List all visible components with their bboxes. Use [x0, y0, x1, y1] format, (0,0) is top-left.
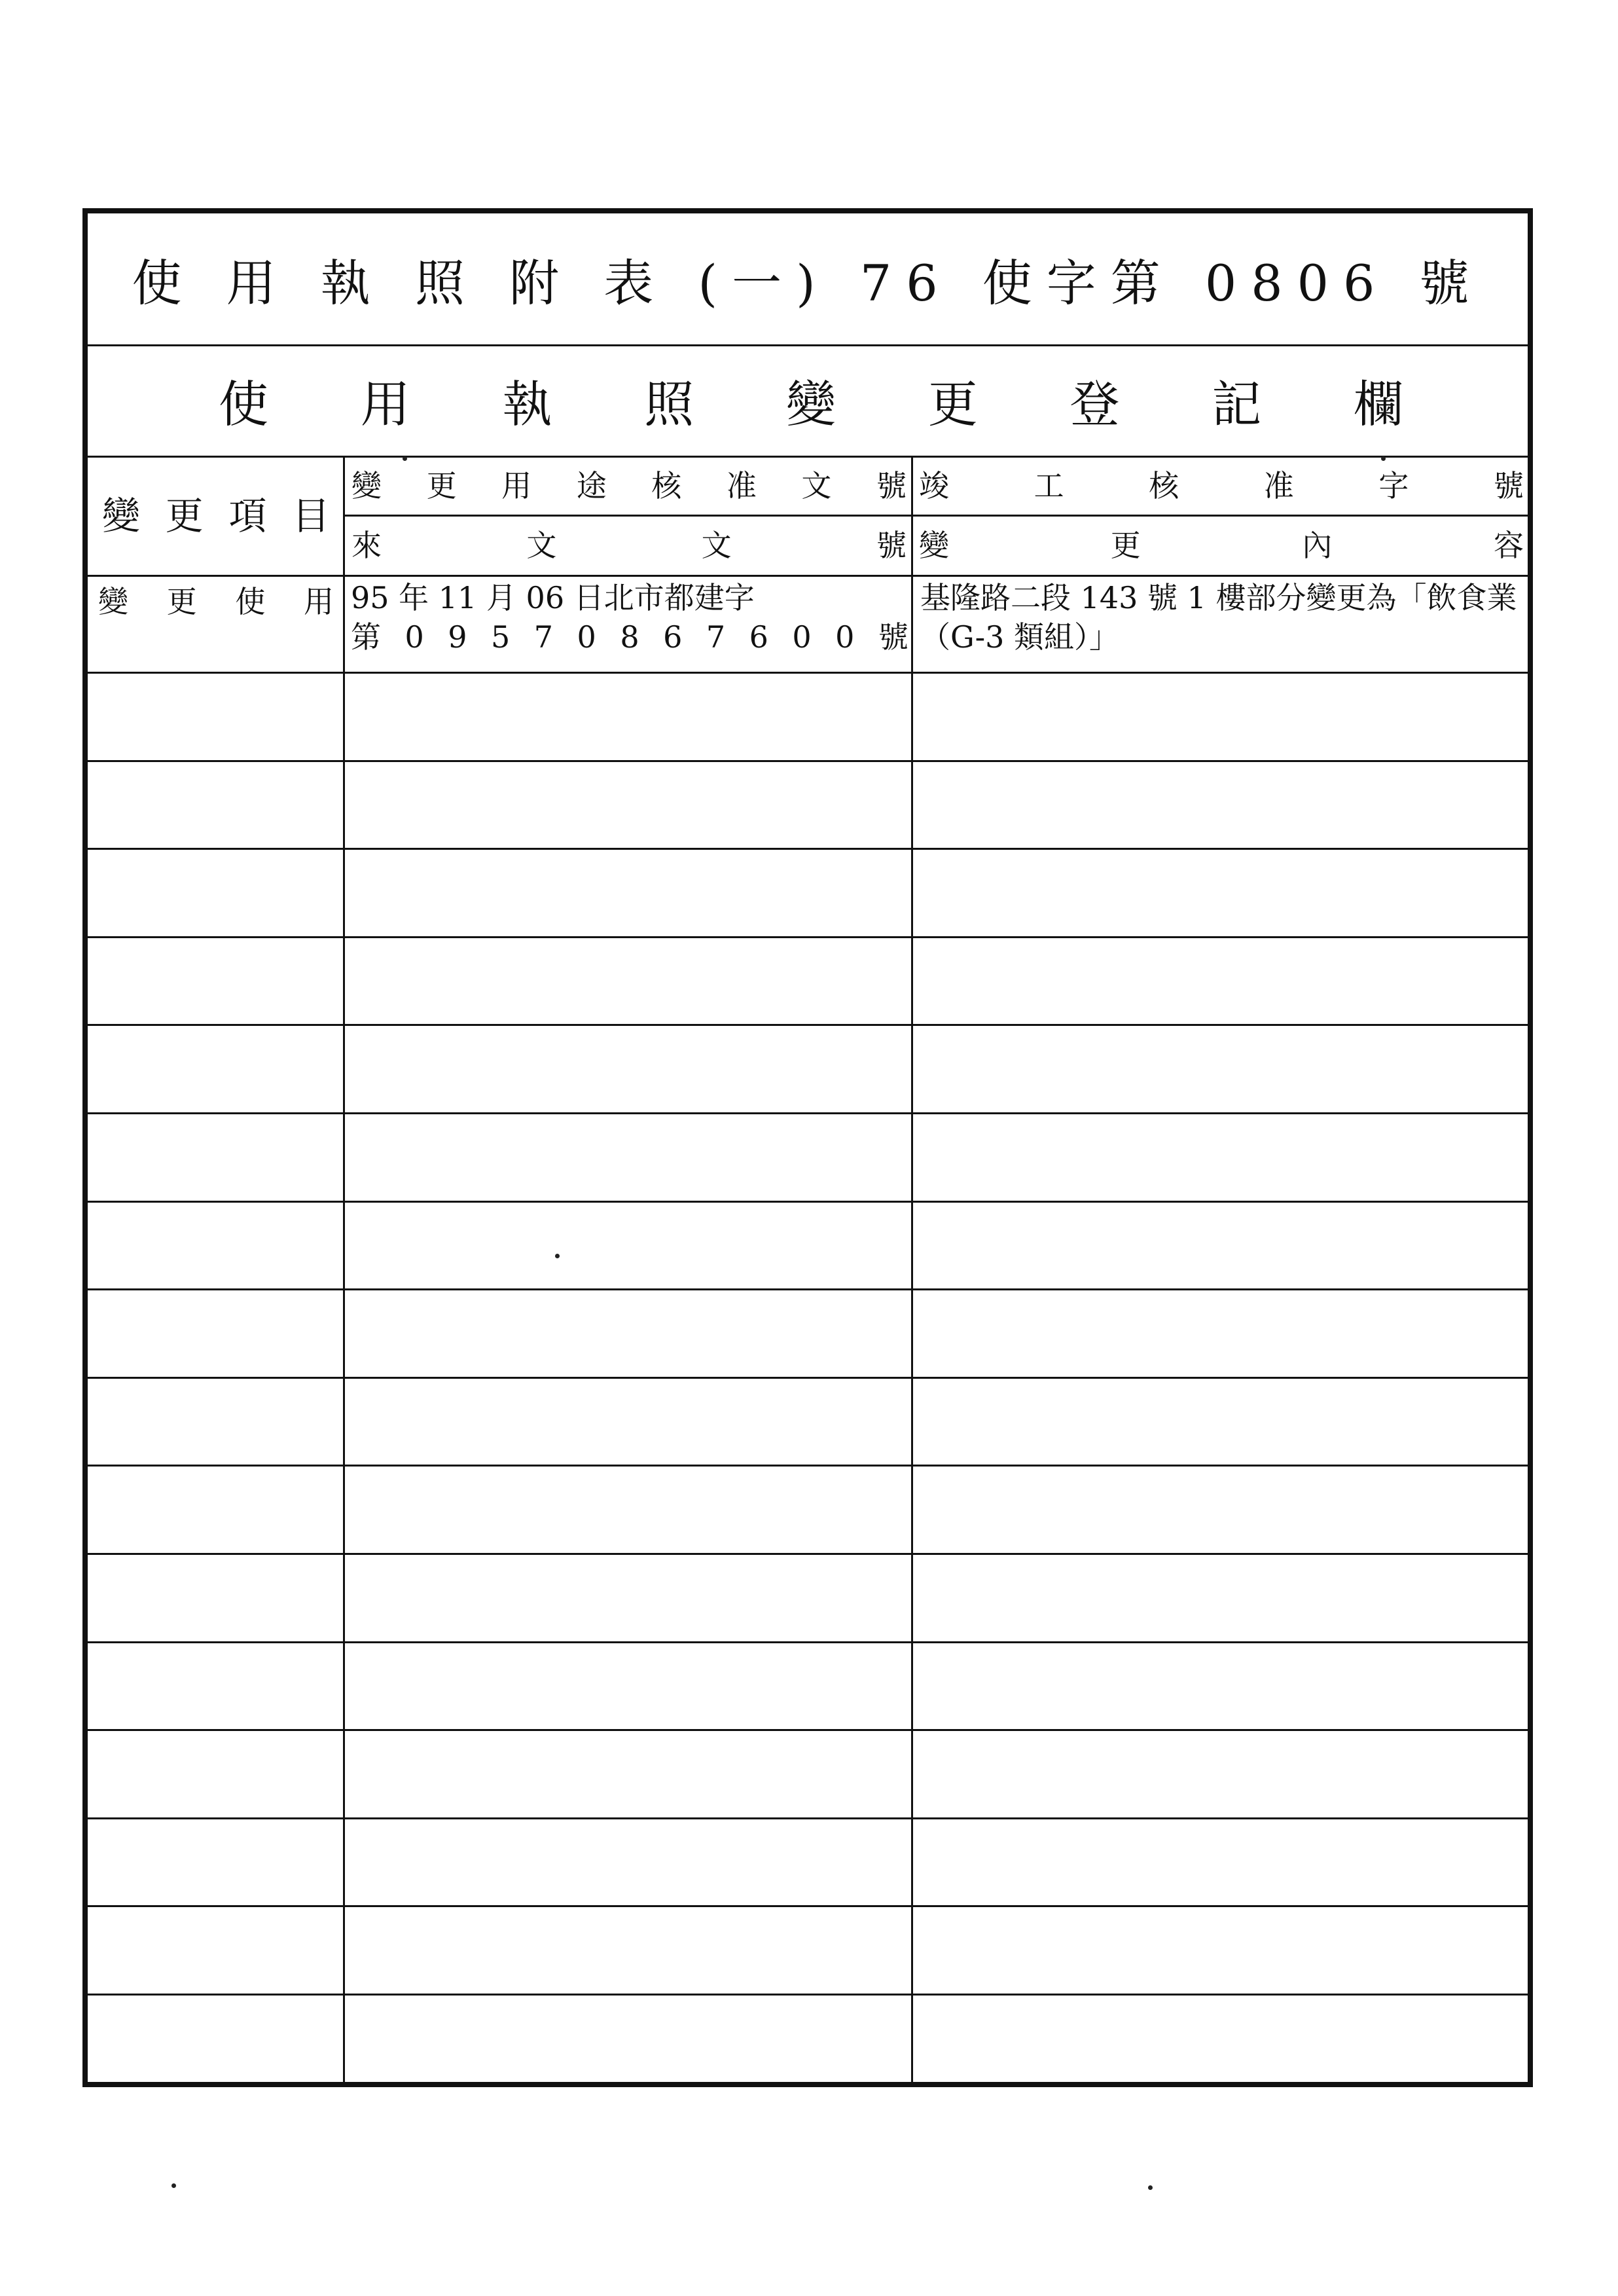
column-divider	[911, 456, 913, 2082]
char: 7	[706, 619, 726, 655]
table-row-line	[88, 1024, 1528, 1026]
table-row-line	[88, 1112, 1528, 1114]
scan-speck	[171, 2183, 176, 2188]
char: 記	[1212, 374, 1262, 433]
table-row-line	[88, 1288, 1528, 1290]
char: 0	[792, 619, 812, 655]
char: 更	[165, 494, 204, 539]
row-document-number	[351, 579, 908, 657]
char: 變	[786, 374, 836, 433]
char: 號	[876, 467, 907, 503]
char: 文	[701, 527, 732, 563]
char: 准	[1263, 467, 1294, 503]
char: 第	[351, 619, 381, 655]
char: 號	[878, 619, 908, 655]
column-divider	[343, 456, 345, 2082]
char: 用	[501, 467, 532, 503]
char: 5	[491, 619, 511, 655]
char: 目	[291, 494, 330, 539]
char: 項	[228, 494, 267, 539]
form-subtitle	[88, 344, 1528, 456]
char: 0	[577, 619, 596, 655]
form-title: 使 用 執 照 附 表 (一) 76 使字第 0806 號	[132, 253, 1484, 312]
row-change-content: 基隆路二段 143 號 1 樓部分變更為「飲食業（G-3 類組）」	[920, 580, 1517, 655]
char: 更	[166, 584, 197, 619]
char: 6	[749, 619, 768, 655]
char: 使	[219, 374, 268, 433]
char: 文	[526, 527, 557, 563]
document-number-line2	[351, 618, 908, 657]
char: 0	[835, 619, 855, 655]
char: 更	[1110, 527, 1141, 563]
header-approval-number	[346, 458, 912, 515]
table-row-line	[88, 1377, 1528, 1379]
char: 容	[1493, 527, 1524, 563]
table-row-line	[88, 936, 1528, 938]
char: 准	[726, 467, 757, 503]
table-row-line	[88, 1641, 1528, 1643]
char: 7	[533, 619, 554, 655]
char: 工	[1034, 467, 1064, 503]
header-incoming-document-number	[346, 517, 912, 575]
char: 號	[1493, 467, 1524, 503]
table-row-line	[88, 1905, 1528, 1907]
char: 照	[644, 374, 694, 433]
char: 更	[426, 467, 457, 503]
char: 變	[102, 494, 141, 539]
header-completion-number	[914, 458, 1529, 515]
char: 內	[1302, 527, 1333, 563]
char: 變	[919, 527, 949, 563]
char: 核	[1149, 467, 1179, 503]
table-row-line	[88, 1817, 1528, 1819]
char: 來	[351, 527, 382, 563]
table-row-line	[88, 672, 1528, 674]
char: 執	[502, 374, 552, 433]
char: 變	[351, 467, 382, 503]
char: 6	[663, 619, 683, 655]
char: 用	[303, 584, 334, 619]
char: 字	[1378, 467, 1409, 503]
table-row-line	[88, 1729, 1528, 1731]
table-row-line	[88, 1465, 1528, 1467]
char: 登	[1070, 374, 1120, 433]
char: 8	[620, 619, 639, 655]
char: 9	[448, 619, 467, 655]
char: 欄	[1354, 374, 1403, 433]
header-change-content	[914, 517, 1529, 575]
table-row-line	[88, 1553, 1528, 1555]
scan-speck	[555, 1254, 560, 1258]
char: 變	[98, 584, 128, 619]
table-row-line	[88, 1201, 1528, 1203]
scan-speck	[403, 456, 407, 461]
registration-form-frame	[82, 208, 1533, 2087]
document-number-line1: 95 年 11 月 06 日北市都建字	[351, 580, 755, 615]
char: 號	[876, 527, 907, 563]
scan-speck	[1381, 456, 1386, 461]
char: 竣	[919, 467, 949, 503]
char: 用	[360, 374, 410, 433]
char: 核	[651, 467, 682, 503]
char: 0	[404, 619, 424, 655]
char: 使	[235, 584, 266, 619]
char: 途	[576, 467, 607, 503]
header-change-item	[93, 458, 339, 575]
table-row-line	[88, 848, 1528, 850]
table-row-line	[88, 760, 1528, 762]
row-change-item	[93, 577, 339, 623]
char: 文	[801, 467, 832, 503]
scan-speck	[1148, 2185, 1153, 2190]
char: 更	[927, 374, 978, 433]
table-row-line	[88, 1994, 1528, 1995]
